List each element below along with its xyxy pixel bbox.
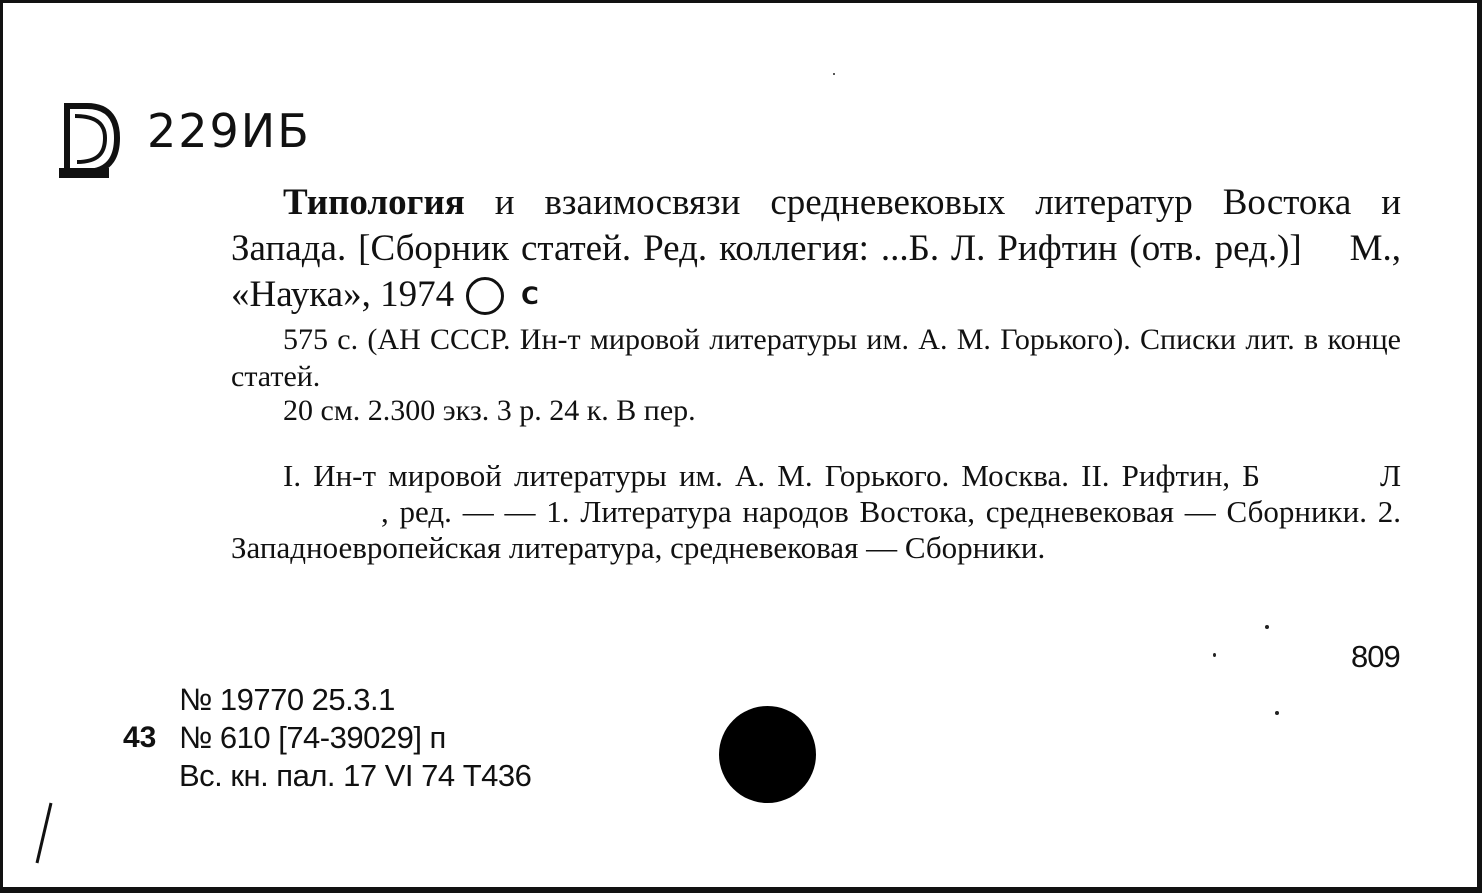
imprint: М., «Наука», 1974 bbox=[231, 228, 1402, 315]
bibliographic-title bbox=[231, 180, 1401, 318]
dust-speck bbox=[833, 73, 835, 75]
sheet-number: 43 bbox=[123, 721, 157, 754]
dust-speck bbox=[1275, 711, 1279, 715]
dust-speck bbox=[1213, 653, 1216, 657]
punch-hole bbox=[719, 706, 816, 803]
tracings-part2: , ред. — — 1. Литература народов Востока, средневековая — Сборники. 2. Западноевропейская литература, средневековая — Сборники. bbox=[231, 494, 1401, 565]
registration-line-1: № 19770 25.3.1 bbox=[179, 682, 395, 717]
registration-line-3: Вс. кн. пал. 17 VI 74 Т436 bbox=[179, 758, 532, 793]
shelf-mark bbox=[55, 98, 375, 188]
dust-speck bbox=[1265, 625, 1269, 629]
shelf-letter-stamp bbox=[55, 98, 145, 188]
card-number: 809 bbox=[1351, 639, 1400, 674]
tracings-part1: I. Ин-т мировой литературы им. А. М. Горького. Москва. II. Рифтин, Б bbox=[283, 458, 1260, 493]
pencil-mark bbox=[31, 799, 61, 869]
shelf-code: 229ИБ bbox=[147, 104, 311, 158]
registration-line-2: № 610 [74-39029] п bbox=[179, 720, 446, 755]
title-rest: и взаимосвязи средневековых литератур Востока и Запада. [Сборник статей. Ред. коллегия: ...Б. Л. Рифтин (отв. ред.)] bbox=[231, 182, 1401, 269]
title-lead-word: Типология bbox=[283, 182, 465, 223]
tracings-initial: Л bbox=[1379, 458, 1401, 493]
physical-description: 575 с. (АН СССР. Ин-т мировой литературы им. А. М. Горького). Списки лит. в конце статей. bbox=[231, 323, 1401, 393]
format-and-price: 20 см. 2.300 экз. 3 р. 24 к. В пер. bbox=[283, 394, 696, 427]
tracings bbox=[231, 458, 1401, 566]
copyright-icon: C bbox=[466, 277, 504, 315]
